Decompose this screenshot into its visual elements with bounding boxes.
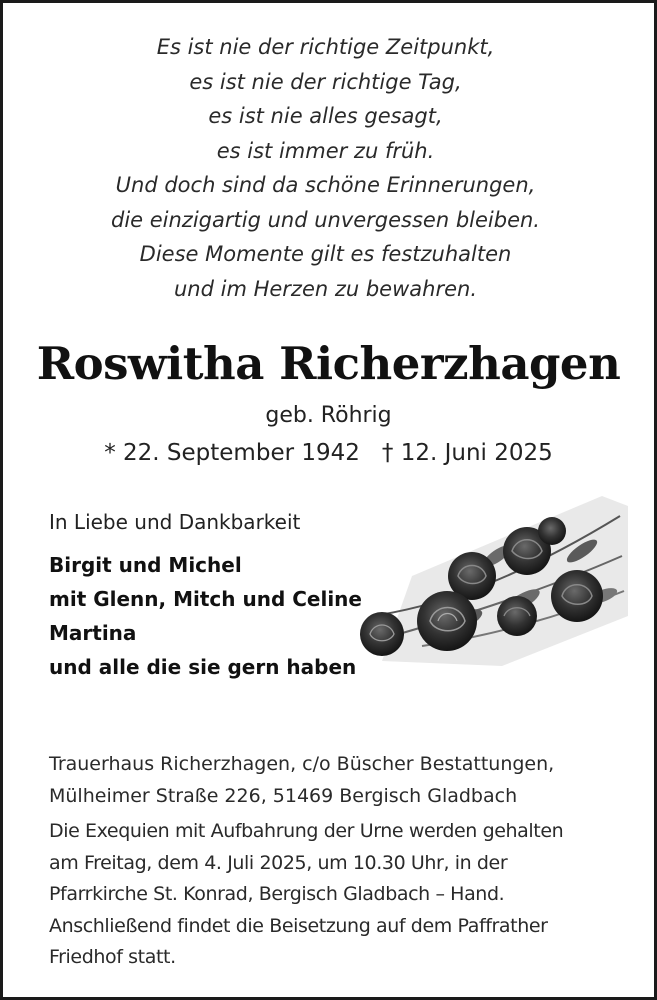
poem-line: es ist nie der richtige Tag, [189,69,462,94]
details-line: am Freitag, dem 4. Juli 2025, um 10.30 Uhr, in der [49,851,508,874]
mourner-line: Birgit und Michel [49,553,242,577]
poem [0,30,651,306]
details-line: Die Exequien mit Aufbahrung der Urne werden gehalten [49,820,564,842]
poem-line: die einzigartig und unvergessen bleiben. [110,207,540,232]
details-line: Anschließend findet die Beisetzung auf dem Paffrather [49,914,548,937]
poem-line: Diese Momente gilt es festzuhalten [139,242,512,266]
death-date: † 12. Juni 2025 [381,440,553,466]
poem-line: es ist immer zu früh. [216,138,435,163]
service-details [49,816,563,974]
mourners-intro: In Liebe und Dankbarkeit [49,510,301,534]
mourner-line: mit Glenn, Mitch und Celine [49,587,362,611]
poem-line: und im Herzen zu bewahren. [173,276,477,301]
details-line: Pfarrkirche St. Konrad, Bergisch Gladbach – Hand. [49,883,505,905]
address-line: Mülheimer Straße 226, 51469 Bergisch Gladbach [49,785,518,807]
deceased-name: Roswitha Richerzhagen [36,337,621,390]
birth-name: geb. Röhrig [265,403,392,428]
mourner-line: Martina [49,621,137,645]
poem-line: Und doch sind da schöne Erinnerungen, [115,173,536,197]
poem-line: es ist nie alles gesagt, [208,104,443,128]
address-block [49,748,554,812]
life-dates [0,440,657,466]
mourners-list [49,548,362,684]
birth-date: * 22. September 1942 [104,440,360,466]
poem-line: Es ist nie der richtige Zeitpunkt, [156,35,495,59]
address-line: Trauerhaus Richerzhagen, c/o Büscher Bestattungen, [49,753,555,775]
mourner-line: und alle die sie gern haben [49,655,357,679]
roses-image [352,496,628,666]
details-line: Friedhof statt. [49,946,176,968]
